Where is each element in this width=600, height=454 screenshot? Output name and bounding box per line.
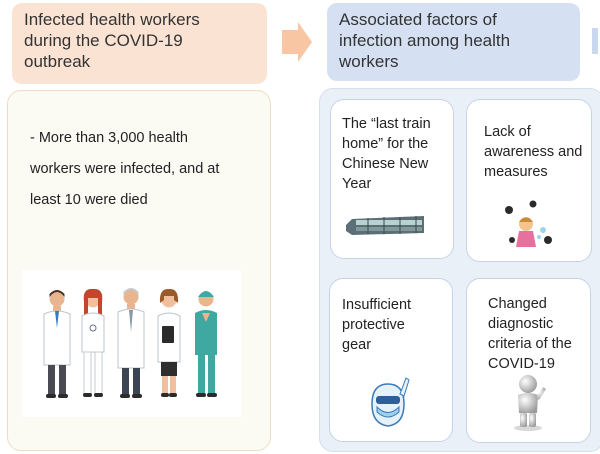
- factor-4-text: [488, 294, 572, 374]
- factor-2-line-1: Lack of: [484, 124, 531, 140]
- senior-doctor-icon: [118, 288, 144, 398]
- factor-1-text: [342, 114, 431, 194]
- health-workers-illustration: [22, 270, 241, 417]
- factor-4-line-4: COVID-19: [488, 356, 555, 372]
- factor-1-line-3: Chinese New: [342, 156, 429, 172]
- factor-3-line-2: protective: [342, 317, 405, 333]
- factor-1-line-4: Year: [342, 176, 372, 192]
- summary-line-1: - More than 3,000 health: [30, 130, 188, 146]
- infected-workers-header-line-3: outbreak: [24, 52, 91, 71]
- associated-factors-header: [327, 3, 580, 81]
- factor-3-text: [342, 295, 411, 355]
- masked-worker-icon: [364, 374, 412, 430]
- factor-2-line-2: awareness and: [484, 144, 583, 160]
- doctor-with-tablet-icon: [158, 289, 180, 397]
- factor-1-line-2: home” for the: [342, 136, 429, 152]
- factor-3-line-1: Insufficient: [342, 297, 412, 313]
- doctor-icon: [44, 290, 70, 398]
- infected-workers-header-line-1: Infected health workers: [24, 10, 200, 29]
- summary-line-2: workers were infected, and at: [30, 161, 220, 177]
- nurse-icon: [82, 289, 104, 397]
- factor-2-text: [484, 122, 582, 182]
- train-icon: [346, 213, 426, 239]
- summary-line-3: least 10 were died: [30, 192, 148, 208]
- factor-3-line-3: gear: [342, 337, 372, 353]
- surgeon-icon: [195, 291, 217, 397]
- associated-factors-header-line-2: infection among health: [339, 31, 511, 50]
- infected-workers-summary: [30, 123, 252, 216]
- factor-4-line-3: criteria of the: [488, 336, 572, 352]
- associated-factors-header-line-3: workers: [339, 52, 399, 71]
- factor-1-line-1: The “last train: [342, 116, 431, 132]
- infected-workers-header: [12, 3, 267, 84]
- right-arrow-icon: [282, 22, 312, 62]
- factor-4-line-2: diagnostic: [488, 316, 554, 332]
- infected-workers-header-line-2: during the COVID-19: [24, 31, 183, 50]
- factor-4-line-1: Changed: [488, 296, 547, 312]
- factor-2-line-3: measures: [484, 164, 548, 180]
- thinking-figure-icon: [508, 373, 550, 431]
- child-washing-hands-icon: [500, 198, 558, 250]
- edge-decoration: [592, 28, 598, 54]
- associated-factors-header-line-1: Associated factors of: [339, 10, 497, 29]
